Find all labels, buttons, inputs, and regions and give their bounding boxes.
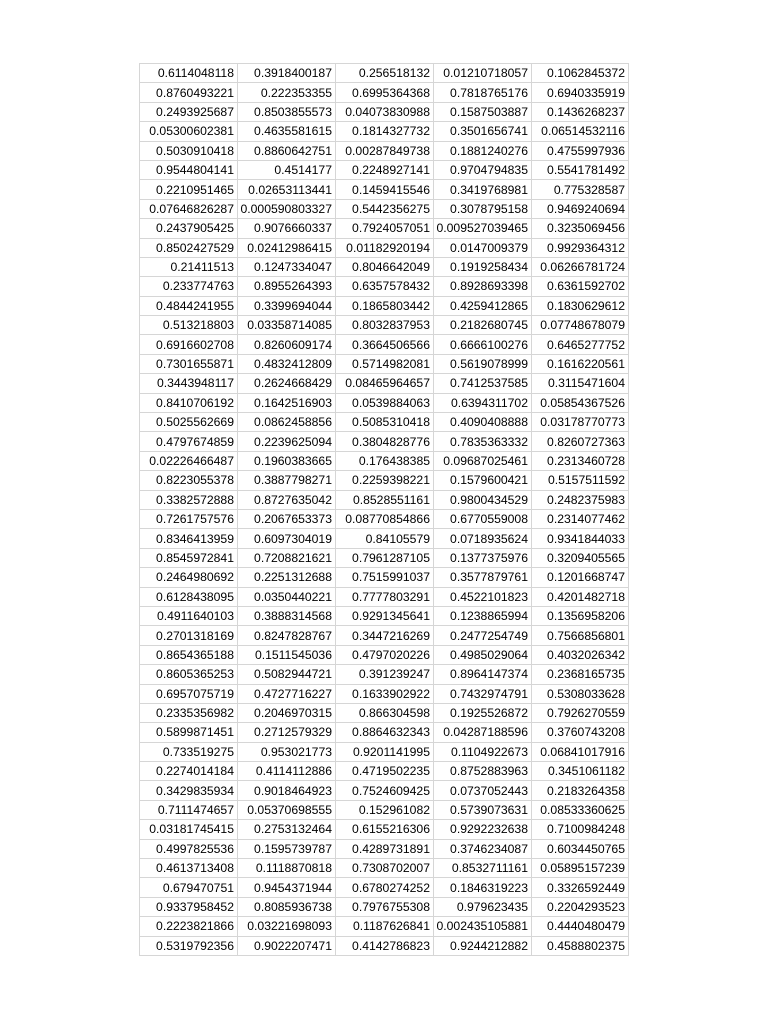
table-row: [140, 451, 629, 470]
table-cell[interactable]: 0.3115471604: [532, 374, 629, 393]
table-row: [140, 781, 629, 800]
table-cell[interactable]: 0.9018464923: [238, 781, 336, 800]
table-cell[interactable]: 0.2753132464: [238, 820, 336, 839]
table-row: [140, 277, 629, 296]
table-cell[interactable]: 0.1633902922: [336, 684, 434, 703]
table-cell[interactable]: 0.775328587: [532, 180, 629, 199]
table-row: [140, 64, 629, 83]
table-cell[interactable]: 0.9800434529: [434, 490, 532, 509]
table-cell[interactable]: 0.0737052443: [434, 781, 532, 800]
table-cell[interactable]: 0.5030910418: [140, 141, 238, 160]
table-cell[interactable]: 0.9244212882: [434, 936, 532, 955]
table-cell[interactable]: 0.4719502235: [336, 762, 434, 781]
table-cell[interactable]: 0.1642516903: [238, 393, 336, 412]
table-cell[interactable]: 0.009527039465: [434, 219, 532, 238]
table-cell[interactable]: 0.2313460728: [532, 451, 629, 470]
table-cell[interactable]: 0.1062845372: [532, 64, 629, 83]
table-cell[interactable]: 0.7515991037: [336, 568, 434, 587]
table-cell[interactable]: 0.2701318169: [140, 626, 238, 645]
table-cell[interactable]: 0.04287188596: [434, 723, 532, 742]
table-cell[interactable]: 0.2464980692: [140, 568, 238, 587]
table-cell[interactable]: 0.152961082: [336, 800, 434, 819]
table-row: [140, 684, 629, 703]
table-cell[interactable]: 0.9337958452: [140, 897, 238, 916]
table-cell[interactable]: 0.4440480479: [532, 917, 629, 936]
table-row: [140, 374, 629, 393]
table-cell[interactable]: 0.7412537585: [434, 374, 532, 393]
table-cell[interactable]: 0.2067653373: [238, 509, 336, 528]
table-cell[interactable]: 0.1865803442: [336, 296, 434, 315]
table-row: [140, 645, 629, 664]
table-cell[interactable]: 0.9201141995: [336, 742, 434, 761]
table-cell[interactable]: 0.1814327732: [336, 122, 434, 141]
table-cell[interactable]: 0.2368165735: [532, 665, 629, 684]
table-cell[interactable]: 0.1960383665: [238, 451, 336, 470]
table-cell[interactable]: 0.3326592449: [532, 878, 629, 897]
table-cell[interactable]: 0.4997825536: [140, 839, 238, 858]
table-cell[interactable]: 0.6957075719: [140, 684, 238, 703]
table-cell[interactable]: 0.05854367526: [532, 393, 629, 412]
table-cell[interactable]: 0.1247334047: [238, 257, 336, 276]
table-cell[interactable]: 0.3451061182: [532, 762, 629, 781]
table-cell[interactable]: 0.233774763: [140, 277, 238, 296]
table-row: [140, 83, 629, 102]
table-cell[interactable]: 0.3501656741: [434, 122, 532, 141]
table-cell[interactable]: 0.2493925687: [140, 102, 238, 121]
table-cell[interactable]: 0.3664506566: [336, 335, 434, 354]
table-cell[interactable]: 0.6770559008: [434, 509, 532, 528]
table-cell[interactable]: 0.7818765176: [434, 83, 532, 102]
table-cell[interactable]: 0.3419768981: [434, 180, 532, 199]
table-cell[interactable]: 0.4142786823: [336, 936, 434, 955]
table-cell[interactable]: 0.222353355: [238, 83, 336, 102]
table-cell[interactable]: 0.2046970315: [238, 703, 336, 722]
table-cell[interactable]: 0.4259412865: [434, 296, 532, 315]
table-cell[interactable]: 0.8955264393: [238, 277, 336, 296]
table-cell[interactable]: 0.1846319223: [434, 878, 532, 897]
table-cell[interactable]: 0.05370698555: [238, 800, 336, 819]
table-cell[interactable]: 0.1511545036: [238, 645, 336, 664]
table-row: [140, 471, 629, 490]
table-cell[interactable]: 0.0539884063: [336, 393, 434, 412]
table-cell[interactable]: 0.3078795158: [434, 199, 532, 218]
table-cell[interactable]: 0.02412986415: [238, 238, 336, 257]
table-row: [140, 529, 629, 548]
table-row: [140, 587, 629, 606]
table-cell[interactable]: 0.2624668429: [238, 374, 336, 393]
table-cell[interactable]: 0.5082944721: [238, 665, 336, 684]
table-cell[interactable]: 0.5899871451: [140, 723, 238, 742]
table-cell[interactable]: 0.8260727363: [532, 432, 629, 451]
table-row: [140, 199, 629, 218]
table-cell[interactable]: 0.5541781492: [532, 160, 629, 179]
table-row: [140, 568, 629, 587]
table-cell[interactable]: 0.07646826287: [140, 199, 238, 218]
table-cell[interactable]: 0.7926270559: [532, 703, 629, 722]
table-cell[interactable]: 0.1881240276: [434, 141, 532, 160]
table-cell[interactable]: 0.2182680745: [434, 316, 532, 335]
table-cell[interactable]: 0.6780274252: [336, 878, 434, 897]
table-cell[interactable]: 0.1579600421: [434, 471, 532, 490]
table-cell[interactable]: 0.2251312688: [238, 568, 336, 587]
table-cell[interactable]: 0.679470751: [140, 878, 238, 897]
table-cell[interactable]: 0.08770854866: [336, 509, 434, 528]
table-cell[interactable]: 0.08465964657: [336, 374, 434, 393]
data-table: [139, 63, 629, 956]
table-cell[interactable]: 0.000590803327: [238, 199, 336, 218]
table-cell[interactable]: 0.2204293523: [532, 897, 629, 916]
table-cell[interactable]: 0.4201482718: [532, 587, 629, 606]
table-row: [140, 897, 629, 916]
table-cell[interactable]: 0.979623435: [434, 897, 532, 916]
table-body: [140, 64, 629, 956]
table-cell[interactable]: 0.02653113441: [238, 180, 336, 199]
table-cell[interactable]: 0.8032837953: [336, 316, 434, 335]
table-cell[interactable]: 0.4514177: [238, 160, 336, 179]
table-cell[interactable]: 0.9469240694: [532, 199, 629, 218]
table-cell[interactable]: 0.1201668747: [532, 568, 629, 587]
table-cell[interactable]: 0.513218803: [140, 316, 238, 335]
table-cell[interactable]: 0.8654365188: [140, 645, 238, 664]
table-cell[interactable]: 0.9929364312: [532, 238, 629, 257]
table-cell[interactable]: 0.06841017916: [532, 742, 629, 761]
table-cell[interactable]: 0.7961287105: [336, 548, 434, 567]
table-cell[interactable]: 0.5739073631: [434, 800, 532, 819]
table-cell[interactable]: 0.6357578432: [336, 277, 434, 296]
table-cell[interactable]: 0.3888314568: [238, 606, 336, 625]
table-cell[interactable]: 0.7432974791: [434, 684, 532, 703]
table-cell[interactable]: 0.8864632343: [336, 723, 434, 742]
table-cell[interactable]: 0.2183264358: [532, 781, 629, 800]
table-cell[interactable]: 0.8860642751: [238, 141, 336, 160]
table-cell[interactable]: 0.8346413959: [140, 529, 238, 548]
table-cell[interactable]: 0.1356958206: [532, 606, 629, 625]
table-cell[interactable]: 0.2274014184: [140, 762, 238, 781]
table-cell[interactable]: 0.4985029064: [434, 645, 532, 664]
table-row: [140, 141, 629, 160]
table-cell[interactable]: 0.2437905425: [140, 219, 238, 238]
table-cell[interactable]: 0.2314077462: [532, 509, 629, 528]
spreadsheet-grid: [139, 63, 629, 956]
table-cell[interactable]: 0.4114112886: [238, 762, 336, 781]
table-cell[interactable]: 0.7111474657: [140, 800, 238, 819]
table-cell[interactable]: 0.9544804141: [140, 160, 238, 179]
table-cell[interactable]: 0.03178770773: [532, 413, 629, 432]
table-cell[interactable]: 0.3746234087: [434, 839, 532, 858]
table-row: [140, 703, 629, 722]
table-cell[interactable]: 0.00287849738: [336, 141, 434, 160]
table-cell[interactable]: 0.03181745415: [140, 820, 238, 839]
table-cell[interactable]: 0.5308033628: [532, 684, 629, 703]
table-cell[interactable]: 0.9292232638: [434, 820, 532, 839]
table-cell[interactable]: 0.1187626841: [336, 917, 434, 936]
table-cell[interactable]: 0.002435105881: [434, 917, 532, 936]
table-cell[interactable]: 0.1377375976: [434, 548, 532, 567]
table-row: [140, 762, 629, 781]
table-row: [140, 316, 629, 335]
table-cell[interactable]: 0.1238865994: [434, 606, 532, 625]
table-cell[interactable]: 0.8502427529: [140, 238, 238, 257]
table-row: [140, 219, 629, 238]
table-cell[interactable]: 0.4090408888: [434, 413, 532, 432]
table-cell[interactable]: 0.5442356275: [336, 199, 434, 218]
table-row: [140, 917, 629, 936]
table-cell[interactable]: 0.2259398221: [336, 471, 434, 490]
table-cell[interactable]: 0.5085310418: [336, 413, 434, 432]
table-row: [140, 936, 629, 955]
table-cell[interactable]: 0.4289731891: [336, 839, 434, 858]
table-row: [140, 354, 629, 373]
table-cell[interactable]: 0.8727635042: [238, 490, 336, 509]
table-cell[interactable]: 0.5619078999: [434, 354, 532, 373]
table-cell[interactable]: 0.01210718057: [434, 64, 532, 83]
table-cell[interactable]: 0.9291345641: [336, 606, 434, 625]
table-cell[interactable]: 0.06514532116: [532, 122, 629, 141]
table-cell[interactable]: 0.8410706192: [140, 393, 238, 412]
table-cell[interactable]: 0.04073830988: [336, 102, 434, 121]
table-row: [140, 723, 629, 742]
table-row: [140, 180, 629, 199]
table-cell[interactable]: 0.3577879761: [434, 568, 532, 587]
table-cell[interactable]: 0.8605365253: [140, 665, 238, 684]
table-cell[interactable]: 0.3887798271: [238, 471, 336, 490]
table-cell[interactable]: 0.4588802375: [532, 936, 629, 955]
table-cell[interactable]: 0.1436268237: [532, 102, 629, 121]
table-row: [140, 122, 629, 141]
table-row: [140, 859, 629, 878]
table-cell[interactable]: 0.4635581615: [238, 122, 336, 141]
table-row: [140, 490, 629, 509]
table-cell[interactable]: 0.8760493221: [140, 83, 238, 102]
table-cell[interactable]: 0.7777803291: [336, 587, 434, 606]
table-cell[interactable]: 0.7524609425: [336, 781, 434, 800]
table-cell[interactable]: 0.4911640103: [140, 606, 238, 625]
table-row: [140, 102, 629, 121]
table-cell[interactable]: 0.6465277752: [532, 335, 629, 354]
table-cell[interactable]: 0.4832412809: [238, 354, 336, 373]
table-cell[interactable]: 0.6940335919: [532, 83, 629, 102]
table-cell[interactable]: 0.8503855573: [238, 102, 336, 121]
table-cell[interactable]: 0.7208821621: [238, 548, 336, 567]
table-cell[interactable]: 0.1830629612: [532, 296, 629, 315]
table-cell[interactable]: 0.5157511592: [532, 471, 629, 490]
table-cell[interactable]: 0.8046642049: [336, 257, 434, 276]
table-cell[interactable]: 0.3429835934: [140, 781, 238, 800]
table-cell[interactable]: 0.4727716227: [238, 684, 336, 703]
table-cell[interactable]: 0.3918400187: [238, 64, 336, 83]
table-cell[interactable]: 0.6097304019: [238, 529, 336, 548]
table-cell[interactable]: 0.2223821866: [140, 917, 238, 936]
table-cell[interactable]: 0.05895157239: [532, 859, 629, 878]
table-cell[interactable]: 0.8223055378: [140, 471, 238, 490]
table-cell[interactable]: 0.2210951465: [140, 180, 238, 199]
table-cell[interactable]: 0.6114048118: [140, 64, 238, 83]
table-cell[interactable]: 0.6361592702: [532, 277, 629, 296]
table-cell[interactable]: 0.3760743208: [532, 723, 629, 742]
table-cell[interactable]: 0.09687025461: [434, 451, 532, 470]
table-cell[interactable]: 0.06266781724: [532, 257, 629, 276]
table-row: [140, 257, 629, 276]
table-cell[interactable]: 0.3804828776: [336, 432, 434, 451]
table-cell[interactable]: 0.21411513: [140, 257, 238, 276]
table-cell[interactable]: 0.176438385: [336, 451, 434, 470]
table-cell[interactable]: 0.953021773: [238, 742, 336, 761]
table-cell[interactable]: 0.3209405565: [532, 548, 629, 567]
table-cell[interactable]: 0.4797674859: [140, 432, 238, 451]
table-row: [140, 839, 629, 858]
table-cell[interactable]: 0.07748678079: [532, 316, 629, 335]
table-cell[interactable]: 0.3399694044: [238, 296, 336, 315]
table-cell[interactable]: 0.8085936738: [238, 897, 336, 916]
table-cell[interactable]: 0.5025562669: [140, 413, 238, 432]
table-cell[interactable]: 0.1587503887: [434, 102, 532, 121]
table-row: [140, 800, 629, 819]
table-cell[interactable]: 0.7835363332: [434, 432, 532, 451]
table-cell[interactable]: 0.6666100276: [434, 335, 532, 354]
table-cell[interactable]: 0.0718935624: [434, 529, 532, 548]
table-cell[interactable]: 0.8532711161: [434, 859, 532, 878]
table-cell[interactable]: 0.1118870818: [238, 859, 336, 878]
table-cell[interactable]: 0.866304598: [336, 703, 434, 722]
table-cell[interactable]: 0.7566856801: [532, 626, 629, 645]
table-cell[interactable]: 0.2482375983: [532, 490, 629, 509]
table-cell[interactable]: 0.05300602381: [140, 122, 238, 141]
table-cell[interactable]: 0.6128438095: [140, 587, 238, 606]
table-row: [140, 509, 629, 528]
table-cell[interactable]: 0.7301655871: [140, 354, 238, 373]
table-cell[interactable]: 0.7308702007: [336, 859, 434, 878]
table-row: [140, 878, 629, 897]
table-cell[interactable]: 0.1459415546: [336, 180, 434, 199]
table-cell[interactable]: 0.6995364368: [336, 83, 434, 102]
table-cell[interactable]: 0.0862458856: [238, 413, 336, 432]
table-row: [140, 665, 629, 684]
table-cell[interactable]: 0.03358714085: [238, 316, 336, 335]
table-cell[interactable]: 0.4797020226: [336, 645, 434, 664]
table-cell[interactable]: 0.02226466487: [140, 451, 238, 470]
table-cell[interactable]: 0.1595739787: [238, 839, 336, 858]
table-cell[interactable]: 0.3382572888: [140, 490, 238, 509]
table-cell[interactable]: 0.2248927141: [336, 160, 434, 179]
table-row: [140, 160, 629, 179]
table-row: [140, 335, 629, 354]
table-cell[interactable]: 0.0350440221: [238, 587, 336, 606]
table-cell[interactable]: 0.4755997936: [532, 141, 629, 160]
table-cell[interactable]: 0.4844241955: [140, 296, 238, 315]
table-cell[interactable]: 0.8752883963: [434, 762, 532, 781]
table-cell[interactable]: 0.1919258434: [434, 257, 532, 276]
table-cell[interactable]: 0.3235069456: [532, 219, 629, 238]
table-row: [140, 626, 629, 645]
table-cell[interactable]: 0.01182920194: [336, 238, 434, 257]
table-cell[interactable]: 0.5714982081: [336, 354, 434, 373]
table-cell[interactable]: 0.2335356982: [140, 703, 238, 722]
table-cell[interactable]: 0.4032026342: [532, 645, 629, 664]
table-cell[interactable]: 0.1616220561: [532, 354, 629, 373]
table-cell[interactable]: 0.8528551161: [336, 490, 434, 509]
table-cell[interactable]: 0.2712579329: [238, 723, 336, 742]
table-row: [140, 296, 629, 315]
table-cell[interactable]: 0.6155216306: [336, 820, 434, 839]
table-cell[interactable]: 0.9076660337: [238, 219, 336, 238]
table-row: [140, 393, 629, 412]
table-cell[interactable]: 0.256518132: [336, 64, 434, 83]
table-cell[interactable]: 0.5319792356: [140, 936, 238, 955]
table-row: [140, 820, 629, 839]
table-cell[interactable]: 0.1104922673: [434, 742, 532, 761]
table-row: [140, 606, 629, 625]
table-cell[interactable]: 0.03221698093: [238, 917, 336, 936]
table-cell[interactable]: 0.8545972841: [140, 548, 238, 567]
table-cell[interactable]: 0.7261757576: [140, 509, 238, 528]
table-row: [140, 413, 629, 432]
table-cell[interactable]: 0.84105579: [336, 529, 434, 548]
table-row: [140, 238, 629, 257]
table-cell[interactable]: 0.7924057051: [336, 219, 434, 238]
table-cell[interactable]: 0.0147009379: [434, 238, 532, 257]
table-cell[interactable]: 0.6916602708: [140, 335, 238, 354]
table-cell[interactable]: 0.8964147374: [434, 665, 532, 684]
table-cell[interactable]: 0.3443948117: [140, 374, 238, 393]
table-cell[interactable]: 0.6394311702: [434, 393, 532, 412]
table-cell[interactable]: 0.4522101823: [434, 587, 532, 606]
table-cell[interactable]: 0.9022207471: [238, 936, 336, 955]
table-cell[interactable]: 0.8260609174: [238, 335, 336, 354]
table-cell[interactable]: 0.8247828767: [238, 626, 336, 645]
table-cell[interactable]: 0.9704794835: [434, 160, 532, 179]
table-cell[interactable]: 0.9454371944: [238, 878, 336, 897]
table-cell[interactable]: 0.7100984248: [532, 820, 629, 839]
table-cell[interactable]: 0.391239247: [336, 665, 434, 684]
table-cell[interactable]: 0.08533360625: [532, 800, 629, 819]
table-cell[interactable]: 0.1925526872: [434, 703, 532, 722]
table-cell[interactable]: 0.2477254749: [434, 626, 532, 645]
table-row: [140, 742, 629, 761]
table-cell[interactable]: 0.9341844033: [532, 529, 629, 548]
table-cell[interactable]: 0.2239625094: [238, 432, 336, 451]
table-cell[interactable]: 0.3447216269: [336, 626, 434, 645]
table-cell[interactable]: 0.6034450765: [532, 839, 629, 858]
table-row: [140, 432, 629, 451]
table-cell[interactable]: 0.733519275: [140, 742, 238, 761]
table-cell[interactable]: 0.8928693398: [434, 277, 532, 296]
table-cell[interactable]: 0.7976755308: [336, 897, 434, 916]
table-cell[interactable]: 0.4613713408: [140, 859, 238, 878]
table-row: [140, 548, 629, 567]
